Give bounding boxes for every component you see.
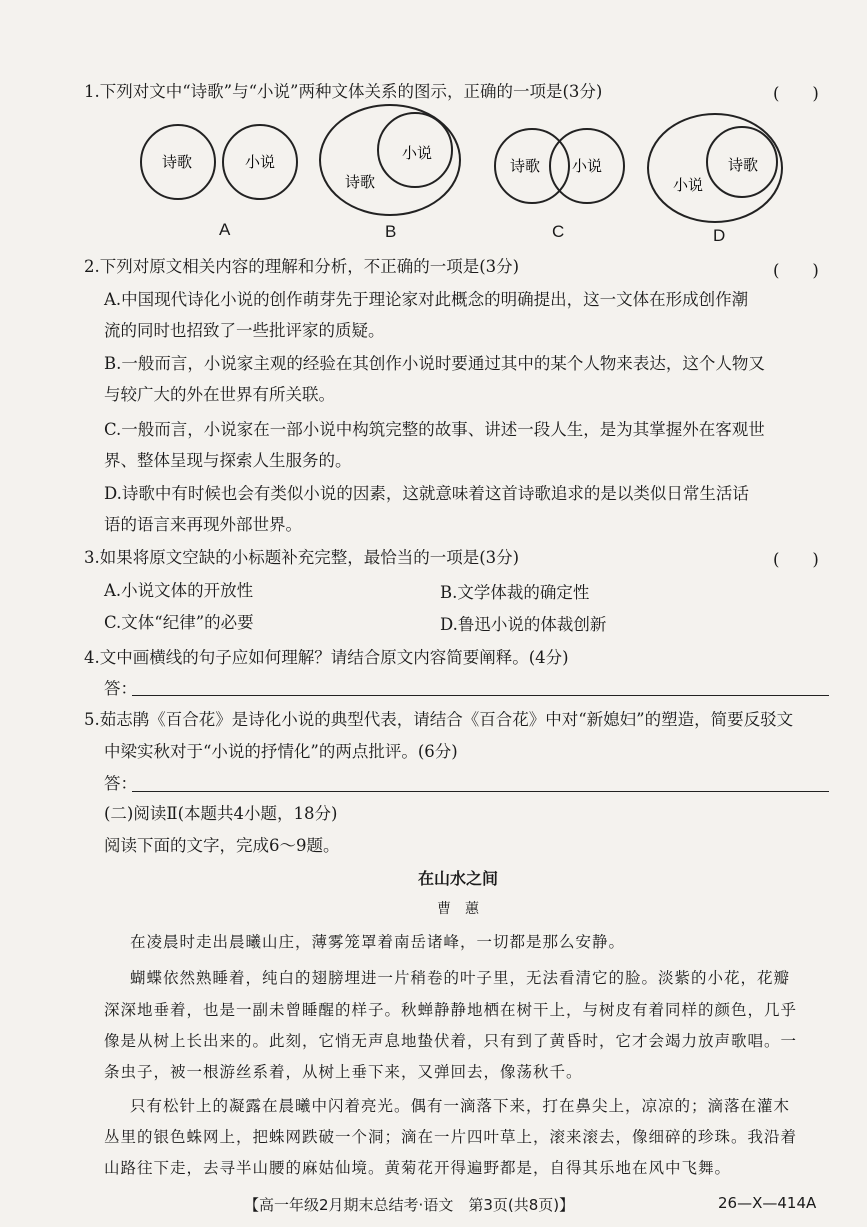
diagram-d-outer-label: 小说 xyxy=(673,176,704,194)
diagram-d-inner-label: 诗歌 xyxy=(728,156,759,174)
q3-option-c: C.文体“纪律”的必要 xyxy=(104,613,254,632)
diagram-c xyxy=(495,129,624,203)
passage-paragraph-2-line-1: 蝴蝶依然熟睡着，纯白的翅膀埋进一片稍卷的叶子里，无法看清它的脸。淡紫的小花，花瓣 xyxy=(130,969,791,987)
diagram-a-novel-circle xyxy=(223,125,297,199)
section-2-instruction: 阅读下面的文字，完成6～9题。 xyxy=(104,836,340,855)
diagram-a-outer-label: 诗歌 xyxy=(162,153,193,171)
q3-option-b: B.文学体裁的确定性 xyxy=(440,583,590,602)
passage-paragraph-1-line-1: 在凌晨时走出晨曦山庄，薄雾笼罩着南岳诸峰，一切都是那么安静。 xyxy=(130,933,626,951)
question-5-stem-line1: 5.茹志鹃《百合花》是诗化小说的典型代表，请结合《百合花》中对“新媳妇”的塑造，简要反驳文 xyxy=(84,710,794,729)
passage-paragraph-2-line-2: 深深地垂着，也是一副未曾睡醒的样子。秋蝉静静地栖在树干上，与树皮有着同样的颜色，几乎 xyxy=(104,1001,798,1019)
diagram-a-inner-label: 小说 xyxy=(245,153,276,171)
q2-option-c-line1: C.一般而言，小说家在一部小说中构筑完整的故事、讲述一段人生，是为其掌握外在客观世 xyxy=(104,420,765,439)
passage-paragraph-2-line-3: 像是从树上长出来的。此刻，它悄无声息地蛰伏着，只有到了黄昏时，它才会竭力放声歌唱。一 xyxy=(104,1032,798,1050)
diagram-b-outer-label: 诗歌 xyxy=(345,173,376,191)
diagram-d-letter: D xyxy=(713,226,726,245)
diagram-d-inner-circle xyxy=(707,127,777,197)
diagram-c-left-circle xyxy=(495,129,569,203)
diagram-c-inner-label: 小说 xyxy=(572,157,603,175)
passage-paragraph-3-line-1: 只有松针上的凝露在晨曦中闪着亮光。偶有一滴落下来，打在鼻尖上，凉凉的；滴落在灌木 xyxy=(130,1097,791,1115)
question-2-stem: 2.下列对原文相关内容的理解和分析，不正确的一项是(3分) xyxy=(84,257,520,276)
passage-paragraph-3-line-3: 山路往下走，去寻半山腰的麻姑仙境。黄菊花开得遍野都是，自得其乐地在风中飞舞。 xyxy=(104,1159,732,1177)
passage-author: 曹 蕙 xyxy=(437,901,479,917)
page-footer: 【高一年级2月期末总结考·语文 第3页(共8页)】 xyxy=(244,1196,575,1214)
q5-answer-label: 答： xyxy=(104,774,137,793)
q2-option-d-line2: 语的语言来再现外部世界。 xyxy=(104,515,302,534)
diagram-a-poetry-circle xyxy=(141,125,215,199)
question-1-stem: 1.下列对文中“诗歌”与“小说”两种文体关系的图示，正确的一项是(3分) xyxy=(84,82,603,101)
diagram-c-outer-label: 诗歌 xyxy=(510,157,541,175)
q3-option-a: A.小说文体的开放性 xyxy=(104,581,254,600)
passage-title: 在山水之间 xyxy=(418,869,499,888)
answer-bracket-q3[interactable]: ( ) xyxy=(773,550,819,569)
question-4-stem: 4.文中画横线的句子应如何理解？请结合原文内容简要阐释。(4分) xyxy=(84,648,569,667)
diagram-a-letter: A xyxy=(219,220,231,239)
q4-answer-line[interactable] xyxy=(132,695,829,696)
q2-option-b-line1: B.一般而言，小说家主观的经验在其创作小说时要通过其中的某个人物来表达，这个人物又 xyxy=(104,354,765,373)
answer-bracket-q2[interactable]: ( ) xyxy=(773,261,819,280)
q5-answer-line[interactable] xyxy=(132,791,829,792)
q4-answer-label: 答： xyxy=(104,679,137,698)
q2-option-a-line2: 流的同时也招致了一些批评家的质疑。 xyxy=(104,321,385,340)
q3-option-d: D.鲁迅小说的体裁创新 xyxy=(440,615,607,634)
question-3-stem: 3.如果将原文空缺的小标题补充完整，最恰当的一项是(3分) xyxy=(84,548,520,567)
diagram-b-inner-circle xyxy=(378,113,452,187)
diagram-b-inner-label: 小说 xyxy=(402,144,433,162)
passage-paragraph-3-line-2: 丛里的银色蛛网上，把蛛网跌破一个洞；滴在一片四叶草上，滚来滚去，像细碎的珍珠。我沿着 xyxy=(104,1128,798,1146)
passage-paragraph-2-line-4: 条虫子，被一根游丝系着，从树上垂下来，又弹回去，像荡秋千。 xyxy=(104,1063,583,1081)
diagram-d-outer-ellipse xyxy=(648,114,782,222)
question-5-stem-line2: 中梁实秋对于“小说的抒情化”的两点批评。(6分) xyxy=(104,742,458,761)
diagram-b-letter: B xyxy=(385,222,397,241)
answer-bracket-q1[interactable]: ( ) xyxy=(773,84,819,103)
exam-code: 26—X—414A xyxy=(718,1194,817,1212)
diagram-c-letter: C xyxy=(552,222,565,241)
q2-option-a-line1: A.中国现代诗化小说的创作萌芽先于理论家对此概念的明确提出，这一文体在形成创作潮 xyxy=(104,290,749,309)
diagram-b-outer-ellipse xyxy=(320,105,460,215)
diagram-c-right-circle xyxy=(550,129,624,203)
diagram-a xyxy=(141,125,297,199)
q2-option-d-line1: D.诗歌中有时候也会有类似小说的因素，这就意味着这首诗歌追求的是以类似日常生活话 xyxy=(104,484,749,503)
diagram-d xyxy=(648,114,782,222)
q2-option-c-line2: 界、整体呈现与探索人生服务的。 xyxy=(104,451,352,470)
section-2-heading: (二)阅读Ⅱ(本题共4小题，18分) xyxy=(104,804,338,823)
diagram-b xyxy=(320,105,460,215)
q2-option-b-line2: 与较广大的外在世界有所关联。 xyxy=(104,385,335,404)
